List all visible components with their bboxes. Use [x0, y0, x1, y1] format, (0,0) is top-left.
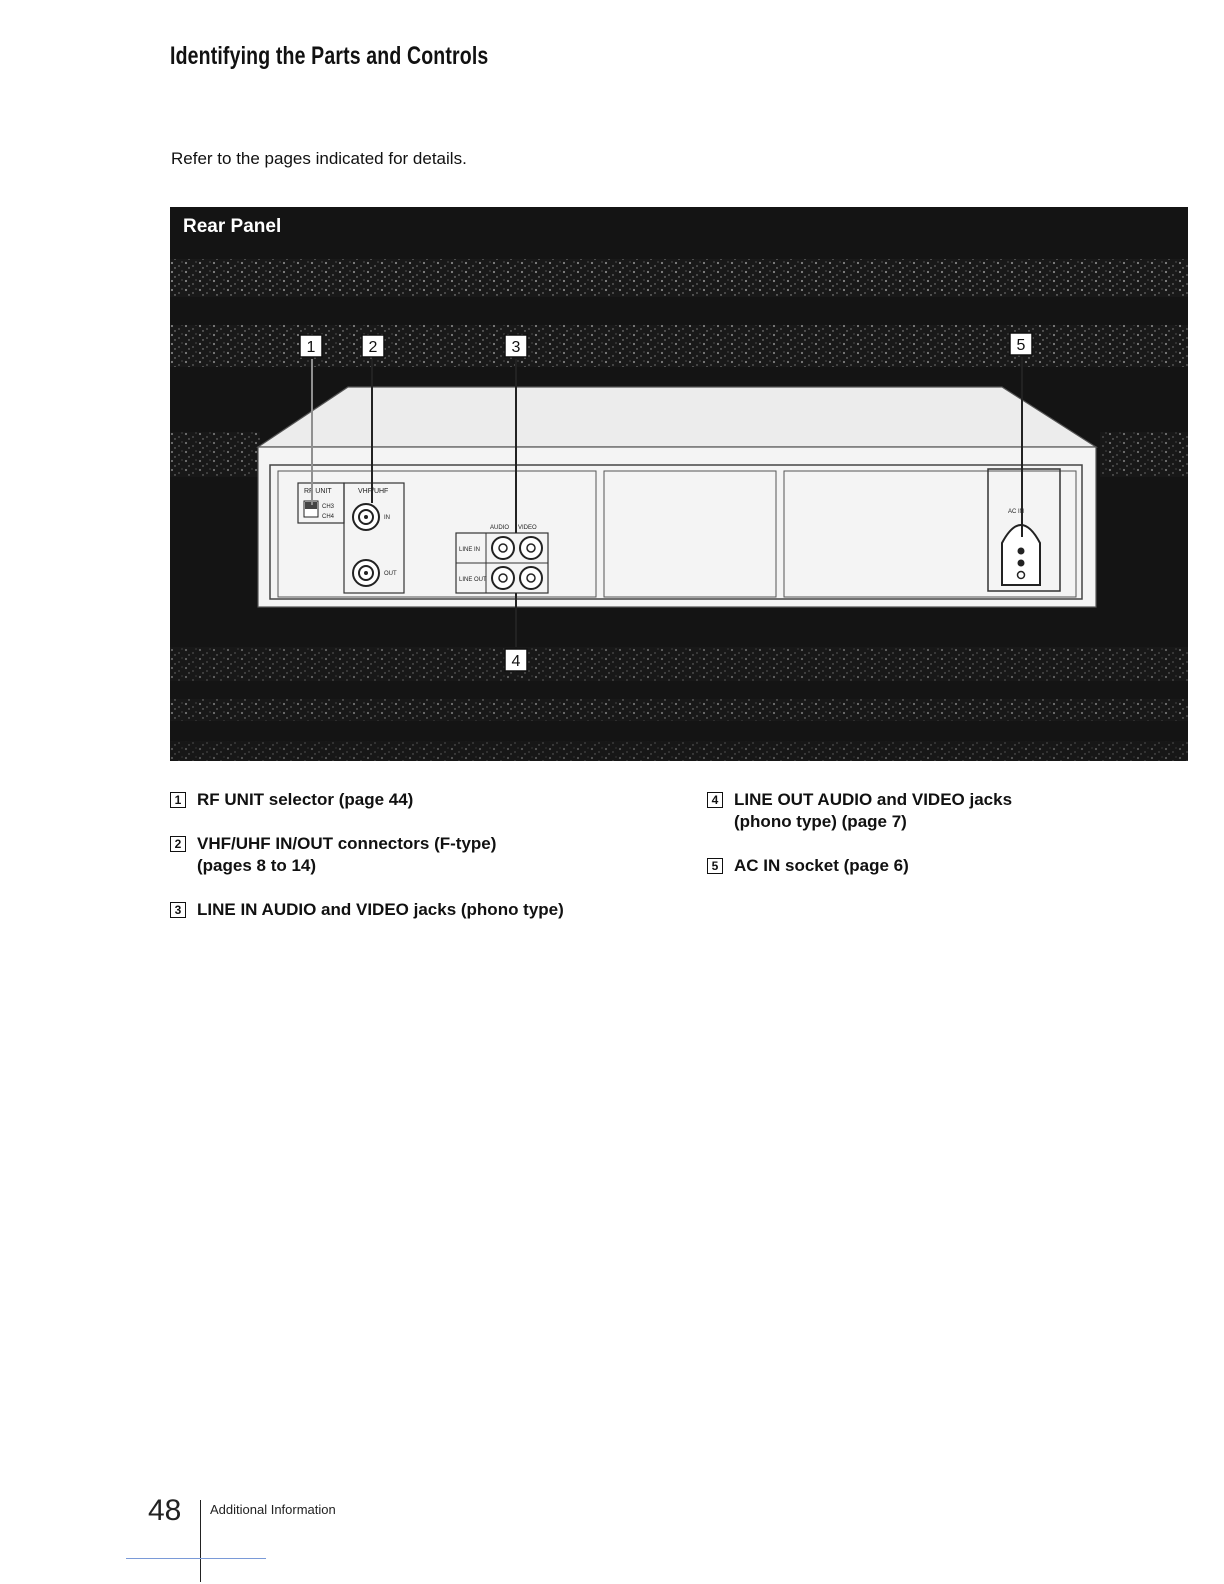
line-out-video-jack [520, 567, 542, 589]
legend-text-4a: LINE OUT AUDIO and VIDEO jacks [734, 790, 1013, 809]
rear-panel-illustration [170, 207, 1188, 761]
audio-label: AUDIO [490, 525, 510, 531]
callout-4 [505, 649, 527, 671]
out-label: OUT [384, 571, 397, 577]
legend-number-3: 3 [170, 902, 186, 918]
footer-rule [126, 1558, 266, 1559]
legend-text-5: AC IN socket (page 6) [734, 856, 909, 875]
intro-text: Refer to the pages indicated for details. [171, 149, 467, 168]
legend-number-5: 5 [707, 858, 723, 874]
footer-divider [200, 1500, 201, 1582]
svg-text:2: 2 [368, 339, 378, 356]
legend-item-2 [170, 833, 564, 877]
svg-text:5: 5 [1016, 337, 1026, 354]
callout-2 [362, 335, 384, 357]
ch3-label: CH3 [322, 504, 335, 510]
legend-text-4b: (phono type) (page 7) [734, 812, 907, 831]
legend-number-2: 2 [170, 836, 186, 852]
line-in-audio-jack [492, 537, 514, 559]
legend-item-5 [707, 855, 1012, 877]
legend-right-column [707, 789, 1012, 899]
callout-3 [505, 335, 527, 357]
svg-text:3: 3 [511, 339, 521, 356]
rf-unit-label: RF UNIT [304, 488, 332, 495]
page-title: Identifying the Parts and Controls [170, 42, 489, 70]
panel-title: Rear Panel [183, 216, 282, 237]
legend-text-2a: VHF/UHF IN/OUT connectors (F-type) [197, 834, 497, 853]
svg-text:1: 1 [306, 339, 316, 356]
vhf-uhf-out-connector [353, 560, 379, 586]
video-label: VIDEO [518, 525, 537, 531]
legend-item-3 [170, 899, 564, 921]
legend-item-4 [707, 789, 1012, 833]
in-label: IN [384, 515, 390, 521]
svg-text:4: 4 [511, 653, 521, 670]
legend-text-2b: (pages 8 to 14) [197, 856, 317, 875]
legend-text-1: RF UNIT selector (page 44) [197, 790, 414, 809]
line-out-audio-jack [492, 567, 514, 589]
footer-section: Additional Information [210, 1502, 336, 1517]
ac-in-label: AC IN [1008, 509, 1025, 515]
legend-text-3: LINE IN AUDIO and VIDEO jacks (phono type) [197, 900, 564, 919]
callout-1 [300, 335, 322, 357]
vhf-uhf-in-connector [353, 504, 379, 530]
legend-number-4: 4 [707, 792, 723, 808]
legend-item-1 [170, 789, 564, 811]
line-in-video-jack [520, 537, 542, 559]
callout-5 [1010, 333, 1032, 355]
line-in-label: LINE IN [459, 547, 481, 553]
page-number: 48 [148, 1494, 182, 1527]
line-out-label: LINE OUT [459, 577, 487, 583]
ch4-label: CH4 [322, 514, 335, 520]
vhf-uhf-label: VHF/UHF [358, 488, 389, 495]
legend-number-1: 1 [170, 792, 186, 808]
legend-left-column [170, 789, 564, 943]
rear-panel-figure [170, 207, 1188, 761]
